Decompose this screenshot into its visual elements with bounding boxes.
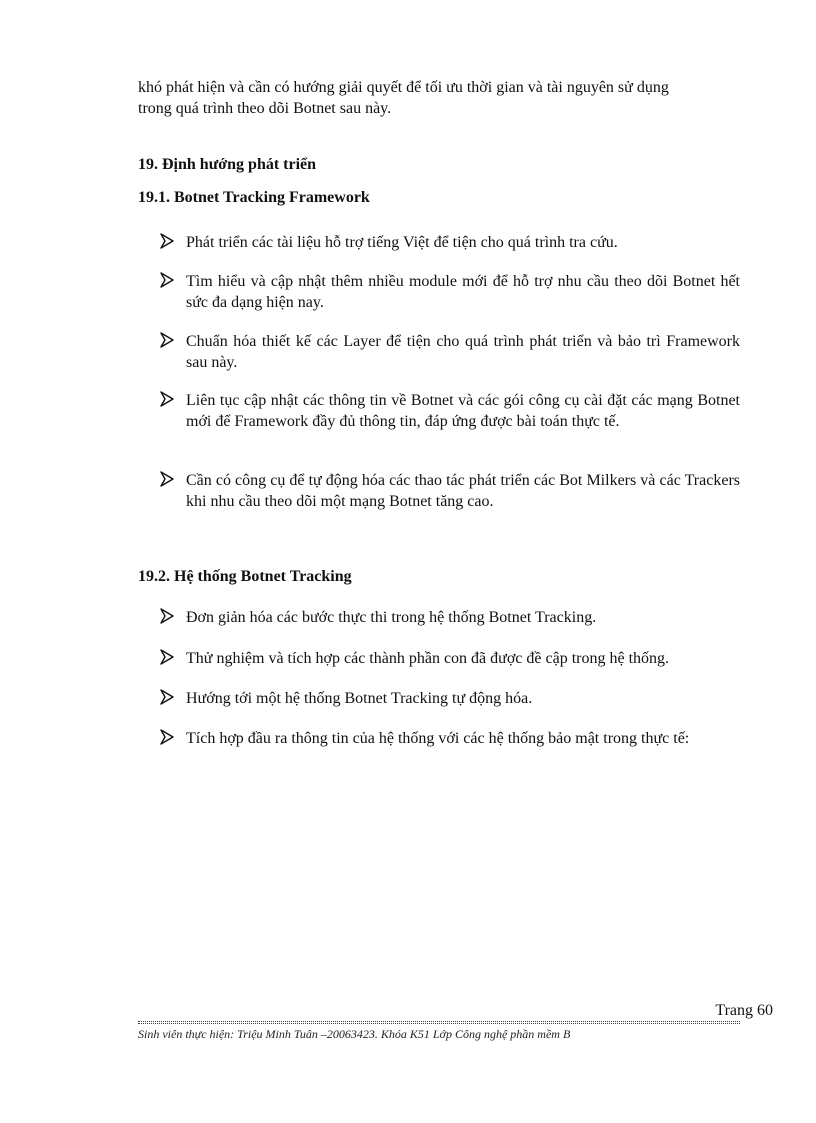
list-item: [160, 232, 740, 253]
arrow-bullet-icon: [160, 729, 174, 745]
list-item: [160, 390, 740, 432]
subsection-2-heading: 19.2. Hệ thống Botnet Tracking: [138, 568, 352, 585]
arrow-bullet-icon: [160, 272, 174, 288]
arrow-bullet-icon: [160, 649, 174, 665]
list-item-text: Tìm hiểu và cập nhật thêm nhiều module mới để hỗ trợ nhu cầu theo dõi Botnet hết sức đa dạng hiện nay.: [186, 273, 740, 311]
list-item: [160, 331, 740, 373]
list-item-text: Tích hợp đầu ra thông tin của hệ thống với các hệ thống bảo mật trong thực tế:: [186, 730, 690, 747]
arrow-bullet-icon: [160, 471, 174, 487]
arrow-bullet-icon: [160, 689, 174, 705]
list-item-text: Đơn giản hóa các bước thực thi trong hệ thống Botnet Tracking.: [186, 609, 597, 626]
list-item: [160, 470, 740, 512]
list-item-text: Thử nghiệm và tích hợp các thành phần con đã được đề cập trong hệ thống.: [186, 650, 670, 667]
arrow-bullet-icon: [160, 391, 174, 407]
footer-divider: [138, 1021, 740, 1022]
subsection-1-heading: 19.1. Botnet Tracking Framework: [138, 189, 370, 206]
list-item-text: Phát triển các tài liệu hỗ trợ tiếng Việt để tiện cho quá trình tra cứu.: [186, 234, 618, 251]
intro-line-1: khó phát hiện và cần có hướng giải quyết để tối ưu thời gian và tài nguyên sử dụng: [138, 79, 669, 96]
list-item-text: Hướng tới một hệ thống Botnet Tracking tự động hóa.: [186, 690, 533, 707]
list-item: [160, 688, 740, 709]
intro-paragraph: [138, 77, 740, 119]
list-item: [160, 271, 740, 313]
arrow-bullet-icon: [160, 233, 174, 249]
footer-divider-secondary: [138, 1023, 740, 1024]
section-heading: 19. Định hướng phát triển: [138, 156, 317, 173]
list-item: [160, 648, 740, 669]
list-item-text: Liên tục cập nhật các thông tin về Botnet và các gói công cụ cài đặt các mạng Botnet mới để Framework đầy đủ thông tin, đáp ứng được bài toán thực tế.: [186, 392, 740, 430]
footer-credit: Sinh viên thực hiện: Triệu Minh Tuân –20063423. Khóa K51 Lớp Công nghệ phần mềm B: [138, 1027, 571, 1041]
arrow-bullet-icon: [160, 608, 174, 624]
arrow-bullet-icon: [160, 332, 174, 348]
list-item: [160, 607, 740, 628]
list-item: [160, 728, 740, 749]
list-item-text: Cần có công cụ để tự động hóa các thao tác phát triển các Bot Milkers và các Trackers khi nhu cầu theo dõi một mạng Botnet tăng cao.: [186, 472, 740, 510]
page-number: Trang 60: [715, 1002, 773, 1019]
list-item-text: Chuẩn hóa thiết kế các Layer để tiện cho quá trình phát triển và bảo trì Framework sau này.: [186, 333, 740, 371]
intro-line-2: trong quá trình theo dõi Botnet sau này.: [138, 100, 392, 117]
